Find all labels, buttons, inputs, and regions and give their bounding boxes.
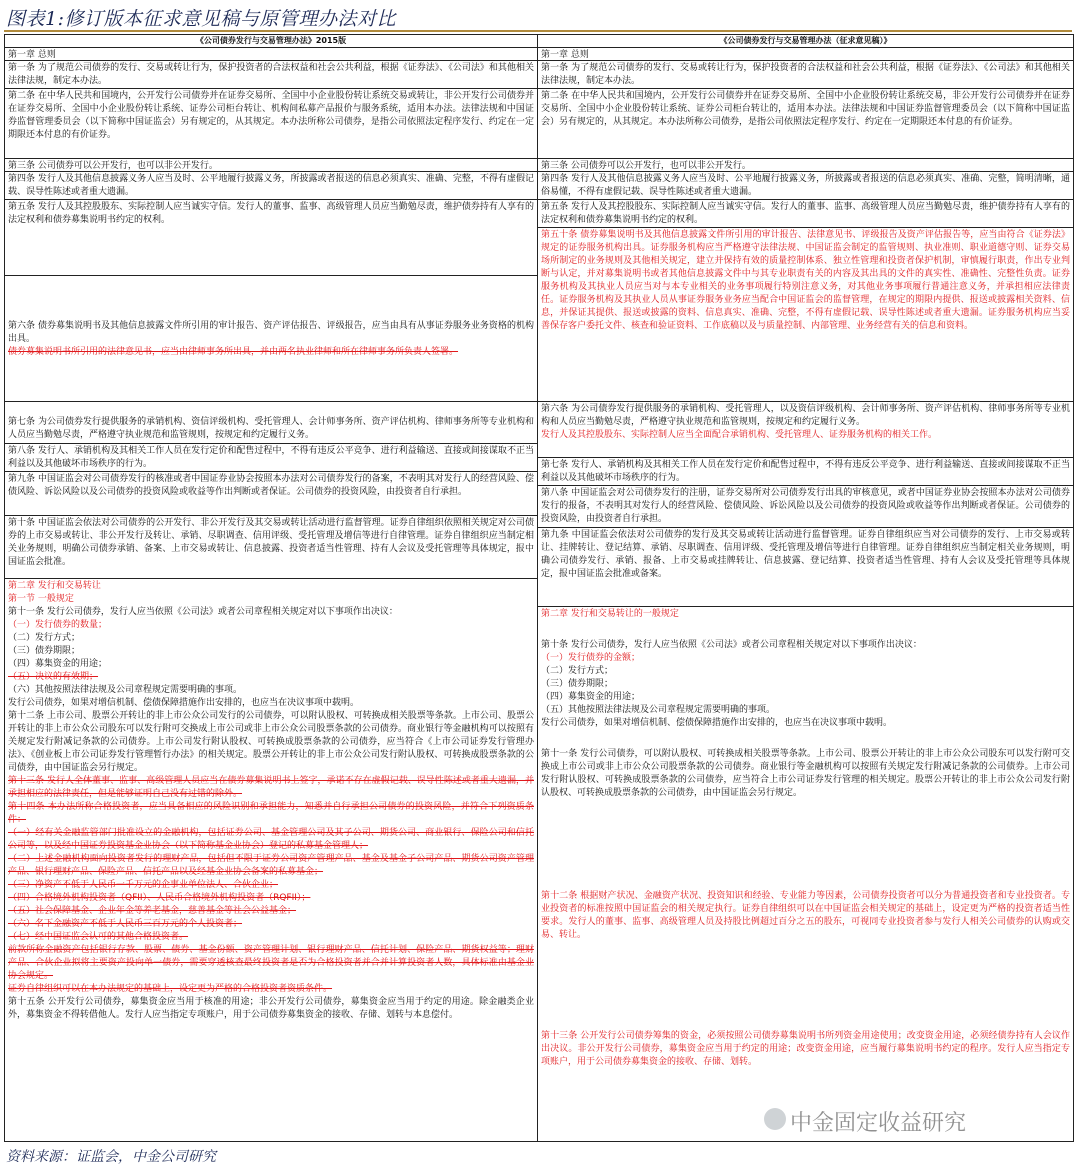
right-text: （四）募集资金的用途； [541, 692, 641, 702]
right-segment [538, 48, 1073, 61]
right-text: （二）发行方式； [541, 666, 614, 676]
right-text: 第二条 在中华人民共和国境内，公开发行公司债券并在证券交易所、全国中小企业股份转让系统交易，非公开发行公司债券并在证券交易所、全国中小企业股份转让系统、证券公司柜台转让的，适用本办法。法律法规和中国证券监督管理委员会（以下简称中国证监会）另有规定的，从其规定。本办法所称公司债券，是指公司依照法定程序发行、约定在一定期限还本付息的有价证券。 [541, 91, 1070, 127]
left-text: 第三条 公司债券可以公开发行，也可以非公开发行。 [8, 161, 218, 171]
right-text: 第八条 中国证监会对公司债券发行的注册，证券交易所对公司债券发行出具的审核意见，或者中国证券业协会按照本办法对公司债券发行的报备，不表明其对发行人的经营风险、偿债风险、诉讼风险以及公司债券的投资风险或收益等作出判断或者保证。公司债券的投资风险，由投资者自行承担。 [541, 488, 1070, 524]
left-text: 第八条 发行人、承销机构及其相关工作人员在发行定价和配售过程中，不得有违反公平竞争、进行利益输送、直接或间接谋取不正当利益以及其他破坏市场秩序的行为。 [8, 446, 534, 469]
left-deleted-text: （五）社会保障基金、企业年金等养老基金，慈善基金等社会公益基金； [8, 906, 297, 916]
left-text: 第二条 在中华人民共和国境内，公开发行公司债券并在证券交易所、全国中小企业股份转让系统交易或转让，非公开发行公司债券并在证券交易所、全国中小企业股份转让系统、证券公司柜台转让、机构间私募产品报价与服务系统，适用本办法。法律法规和中国证券监督管理委员会（以下简称中国证监会）另有规定的，从其规定。本办法所称公司债券，是指公司依照法定程序发行、约定在一定期限还本付息的有价证券。 [8, 91, 534, 140]
left-section-heading: 第一节 一般规定 [8, 594, 74, 604]
right-segment [538, 172, 1073, 200]
left-segment [5, 159, 537, 172]
right-chapter-heading: 第二章 发行和交易转让的一般规定 [541, 609, 679, 619]
right-segment [538, 528, 1073, 607]
left-deleted-text: （四）合格境外机构投资者（QFII）、人民币合格境外机构投资者（RQFII）； [8, 893, 311, 903]
left-text: 第十条 中国证监会依法对公司债券的公开发行、非公开发行及其交易或转让活动进行监督管理。证券自律组织依照相关规定对公司债券的上市交易或转让、非公开发行及转让、承销、尽职调查、信用评级、受托管理及增信等进行自律管理。证券自律组织应当制定相关业务规则，明确公司债券承销、备案、上市交易或转让、信息披露、投资者适当性管理、持有人会议及受托管理等具体规定，报中国证监会批准。 [8, 518, 534, 567]
watermark: 中金固定收益研究 [790, 1111, 967, 1136]
left-text: 第十一条 发行公司债券，发行人应当依照《公司法》或者公司章程相关规定对以下事项作出决议： [8, 607, 398, 617]
left-text: （四）募集资金的用途； [8, 659, 108, 669]
left-chapter-heading: 第二章 发行和交易转让 [8, 581, 101, 591]
right-text: （一）发行债券的金额； [541, 653, 641, 663]
left-text: 第十二条 上市公司、股票公开转让的非上市公众公司发行的公司债券，可以附认股权、可转换成相关股票等条款。上市公司、股票公开转让的非上市公众公司股东可以发行附可交换成上市公司或非上市公众公司股票条款的公司债券。商业银行等金融机构可以按照有关规定发行附减记条款的公司债券。上市公司发行附认股权、可转换成股票条款的公司债券，应当符合《上市公司证券发行管理办法》、《创业板上市公司证券发行管理暂行办法》的相关规定。股票公开转让的非上市公众公司发行附认股权、可转换成股票条款的公司债券，由中国证监会另行规定。 [8, 711, 534, 773]
right-segment [538, 200, 1073, 228]
right-column-header: 《公司债券发行与交易管理办法（征求意见稿）》 [538, 35, 1073, 48]
left-deleted-text: （六）名下金融资产不低于人民币三百万元的个人投资者； [8, 919, 243, 929]
right-column [538, 35, 1073, 1141]
left-deleted-text: 第十三条 发行人全体董事、监事、高级管理人员应当在债券募集说明书上签字，承诺不存在虚假记载、误导性陈述或者重大遗漏，并承担相应的法律责任，但是能够证明自己没有过错的除外。 [8, 776, 534, 799]
source-footer: 资料来源：证监会，中金公司研究 [6, 1149, 216, 1165]
left-text: 第九条 中国证监会对公司债券发行的核准或者中国证券业协会按照本办法对公司债券发行的备案，不表明其对发行人的经营风险、偿债风险、诉讼风险以及公司债券的投资风险或收益等作出判断或者保证。公司债券的投资风险，由投资者自行承担。 [8, 474, 534, 497]
right-segment [538, 607, 1073, 1067]
right-text: 第五条 发行人及其控股股东、实际控制人应当诚实守信。发行人的董事、监事、高级管理人员应当勤勉尽责，维护债券持有人享有的法定权利和债券募集说明书约定的权利。 [541, 202, 1070, 225]
right-text: 发行公司债券，如果对增信机制、偿债保障措施作出安排的，也应当在决议事项中载明。 [541, 718, 893, 728]
right-new-text: 第五十条 债券募集说明书及其他信息披露文件所引用的审计报告、法律意见书、评级报告及资产评估报告等，应当由符合《证券法》规定的证券服务机构出具。证券服务机构应当严格遵守法律法规、中国证监会制定的监管规则、执业准则、职业道德守则、证券交易场所制定的业务规则及其他相关规定，建立并保持有效的质量控制体系、独立性管理和投资者保护机制，审慎履行职责，作出专业判断与认定，并对募集说明书或者其他信息披露文件中与其专业职责有关的内容及其出具的文件的真实性、准确性、完整性负责。证券服务机构及其执业人员应当对与本专业相关的业务事项履行特别注意义务，对其他业务事项履行普通注意义务，并承担相应法律责任。证券服务机构及其执业人员从事证券服务业务应当配合中国证监会的监督管理，在规定的期限内提供、报送或披露相关资料、信息，并保证其提供、报送或披露的资料、信息真实、准确、完整，不得有虚假记载、误导性陈述或者重大遗漏。证券服务机构应当妥善保存客户委托文件、核查和验证资料、工作底稿以及与质量控制、内部管理、业务经营有关的信息和资料。 [541, 230, 1070, 331]
left-text: 第四条 发行人及其他信息披露义务人应当及时、公平地履行披露义务，所披露或者报送的信息必须真实、准确、完整，不得有虚假记载、误导性陈述或者重大遗漏。 [8, 174, 534, 197]
right-segment [538, 486, 1073, 528]
left-text: （三）债券期限； [8, 646, 81, 656]
left-text: 第六条 债券募集说明书及其他信息披露文件所引用的审计报告、资产评估报告、评级报告，应当由具有从事证券服务业务资格的机构出具。 [8, 321, 534, 344]
left-text: 第一章 总则 [8, 50, 56, 60]
left-segment [5, 48, 537, 61]
left-segment [5, 402, 537, 444]
left-segment [5, 472, 537, 516]
left-text: 第十五条 公开发行公司债券，募集资金应当用于核准的用途；非公开发行公司债券，募集资金应当用于约定的用途。除金融类企业外，募集资金不得转借他人。发行人应当指定专项账户，用于公司债券募集资金的接收、存储、划转与本息偿付。 [8, 997, 534, 1020]
right-text: （三）债券期限； [541, 679, 614, 689]
comparison-table [4, 34, 1074, 1142]
right-new-text: 发行人及其控股股东、实际控制人应当全面配合承销机构、受托管理人、证券服务机构的相关工作。 [541, 430, 938, 440]
left-segment [5, 61, 537, 89]
right-segment [538, 458, 1073, 486]
right-segment [538, 402, 1073, 458]
left-text: 发行公司债券，如果对增信机制、偿债保障措施作出安排的，也应当在决议事项中载明。 [8, 698, 360, 708]
right-new-text: 第十二条 根据财产状况、金融资产状况、投资知识和经验、专业能力等因素，公司债券投资者可以分为普通投资者和专业投资者。专业投资者的标准按照中国证监会的相关规定执行。证券自律组织可以在中国证监会相关规定的基础上，设定更为严格的投资者适当性要求。发行人的董事、监事、高级管理人员及持股比例超过百分之五的股东，可视同专业投资者参与发行人相关公司债券的认购或交易、转让。 [541, 891, 1070, 940]
left-deleted-text: 前款所称金融资产包括银行存款、股票、债券、基金份额、资产管理计划、银行理财产品、信托计划、保险产品、期货权益等；理财产品、合伙企业拟将主要资产投向单一债券，需要穿透核查最终投资者是否为合格投资者并合并计算投资者人数，具体标准由基金业协会规定。 [8, 945, 534, 981]
right-text: 第一章 总则 [541, 50, 589, 60]
left-text: （六）其他按照法律法规及公司章程规定需要明确的事项。 [8, 685, 243, 695]
left-deleted-text: （三）净资产不低于人民币一千万元的企事业单位法人、合伙企业； [8, 880, 279, 890]
right-text: 第一条 为了规范公司债券的发行、交易或转让行为，保护投资者的合法权益和社会公共利益，根据《证券法》、《公司法》和其他相关法律法规，制定本办法。 [541, 63, 1070, 86]
left-text: （二）发行方式； [8, 633, 81, 643]
left-deleted-text: （七）经中国证监会认可的其他合格投资者。 [8, 932, 189, 942]
right-text: 第十一条 发行公司债券，可以附认股权、可转换成相关股票等条款。上市公司、股票公开转让的非上市公众公司股东可以发行附可交换成上市公司或非上市公众公司股票条款的公司债券。商业银行等金融机构可以按照有关规定发行附减记条款的公司债券。上市公司发行附认股权、可转换成股票条款的公司债券，应当符合上市公司证券发行管理的相关规定。股票公开转让的非上市公众公司发行附认股权、可转换成股票条款的公司债券，由中国证监会另行规定。 [541, 749, 1070, 798]
right-text: （五）其他按照法律法规及公司章程规定需要明确的事项。 [541, 705, 776, 715]
figure-title: 图表1:修订版本征求意见稿与原管理办法对比 [6, 8, 396, 30]
right-text: 第四条 发行人及其他信息披露义务人应当及时、公平地履行披露义务，所披露或者报送的信息必须真实、准确、完整，简明清晰，通俗易懂，不得有虚假记载、误导性陈述或者重大遗漏。 [541, 174, 1070, 197]
left-segment [5, 200, 537, 276]
left-text: 第一条 为了规范公司债券的发行、交易或转让行为，保护投资者的合法权益和社会公共利益，根据《证券法》、《公司法》和其他相关法律法规，制定本办法。 [8, 63, 534, 86]
left-deleted-text: 证券自律组织可以在本办法规定的基础上，设定更为严格的合格投资者资质条件。 [8, 984, 333, 994]
left-segment [5, 579, 537, 1032]
left-segment [5, 516, 537, 579]
wechat-logo-icon [764, 1108, 786, 1130]
title-rule [4, 30, 1072, 32]
left-deleted-text: （五）决议的有效期； [8, 672, 99, 682]
right-segment [538, 228, 1073, 402]
left-column [5, 35, 538, 1141]
right-text: 第九条 中国证监会依法对公司债券的发行及其交易或转让活动进行监督管理。证券自律组织应当对公司债券的发行、上市交易或转让、挂牌转让、登记结算、承销、尽职调查、信用评级、受托管理及增信等进行自律管理。证券自律组织应当制定相关业务规则，明确公司债券发行、承销、报备、上市交易或挂牌转让、信息披露、登记结算、投资者适当性管理、持有人会议及受托管理等具体规定，报中国证监会批准或备案。 [541, 530, 1070, 579]
right-text: 第六条 为公司债券发行提供服务的承销机构、受托管理人，以及资信评级机构、会计师事务所、资产评估机构、律师事务所等专业机构和人员应当勤勉尽责，严格遵守执业规范和监管规则，按规定和约定履行义务。 [541, 404, 1070, 427]
left-deleted-text: （二）上述金融机构面向投资者发行的理财产品，包括但不限于证券公司资产管理产品、基金及基金子公司产品、期货公司资产管理产品、银行理财产品、保险产品、信托产品以及经基金业协会备案的私募基金； [8, 854, 534, 877]
left-column-header: 《公司债券发行与交易管理办法》2015版 [5, 35, 537, 48]
left-deleted-text: （一）经有关金融监管部门批准设立的金融机构，包括证券公司、基金管理公司及其子公司、期货公司、商业银行、保险公司和信托公司等，以及经中国证券投资基金业协会（以下简称基金业协会）登记的私募基金管理人； [8, 828, 534, 851]
right-text: 第十条 发行公司债券，发行人应当依照《公司法》或者公司章程相关规定对以下事项作出决议： [541, 640, 922, 650]
left-segment [5, 276, 537, 402]
left-deleted-text: 债券募集说明书所引用的法律意见书，应当由律师事务所出具，并由两名执业律师和所在律师事务所负责人签署。 [8, 347, 459, 357]
right-segment [538, 159, 1073, 172]
right-segment [538, 89, 1073, 159]
left-segment [5, 172, 537, 200]
left-segment [5, 89, 537, 159]
left-text: 第五条 发行人及其控股股东、实际控制人应当诚实守信。发行人的董事、监事、高级管理人员应当勤勉尽责，维护债券持有人享有的法定权利和债券募集说明书约定的权利。 [8, 202, 534, 225]
left-text: （一）发行债券的数量； [8, 620, 108, 630]
right-new-text: 第十三条 公开发行公司债券筹集的资金，必须按照公司债券募集说明书所列资金用途使用；改变资金用途，必须经债券持有人会议作出决议。非公开发行公司债券，募集资金应当用于约定的用途；改变资金用途，应当履行募集说明书约定的程序。发行人应当指定专项账户，用于公司债券募集资金的接收、存储、划转。 [541, 1031, 1070, 1067]
left-segment [5, 444, 537, 472]
right-text: 第七条 发行人、承销机构及其相关工作人员在发行定价和配售过程中，不得有违反公平竞争、进行利益输送、直接或间接谋取不正当利益以及其他破坏市场秩序的行为。 [541, 460, 1070, 483]
left-text: 第七条 为公司债券发行提供服务的承销机构、资信评级机构、受托管理人、会计师事务所、资产评估机构、律师事务所等专业机构和人员应当勤勉尽责，严格遵守执业规范和监管规则，按规定和约定履行义务。 [8, 417, 534, 440]
left-deleted-text: 第十四条 本办法所称合格投资者，应当具备相应的风险识别和承担能力，知悉并自行承担公司债券的投资风险，并符合下列资质条件： [8, 802, 534, 825]
right-text: 第三条 公司债券可以公开发行，也可以非公开发行。 [541, 161, 751, 171]
right-segment [538, 61, 1073, 89]
